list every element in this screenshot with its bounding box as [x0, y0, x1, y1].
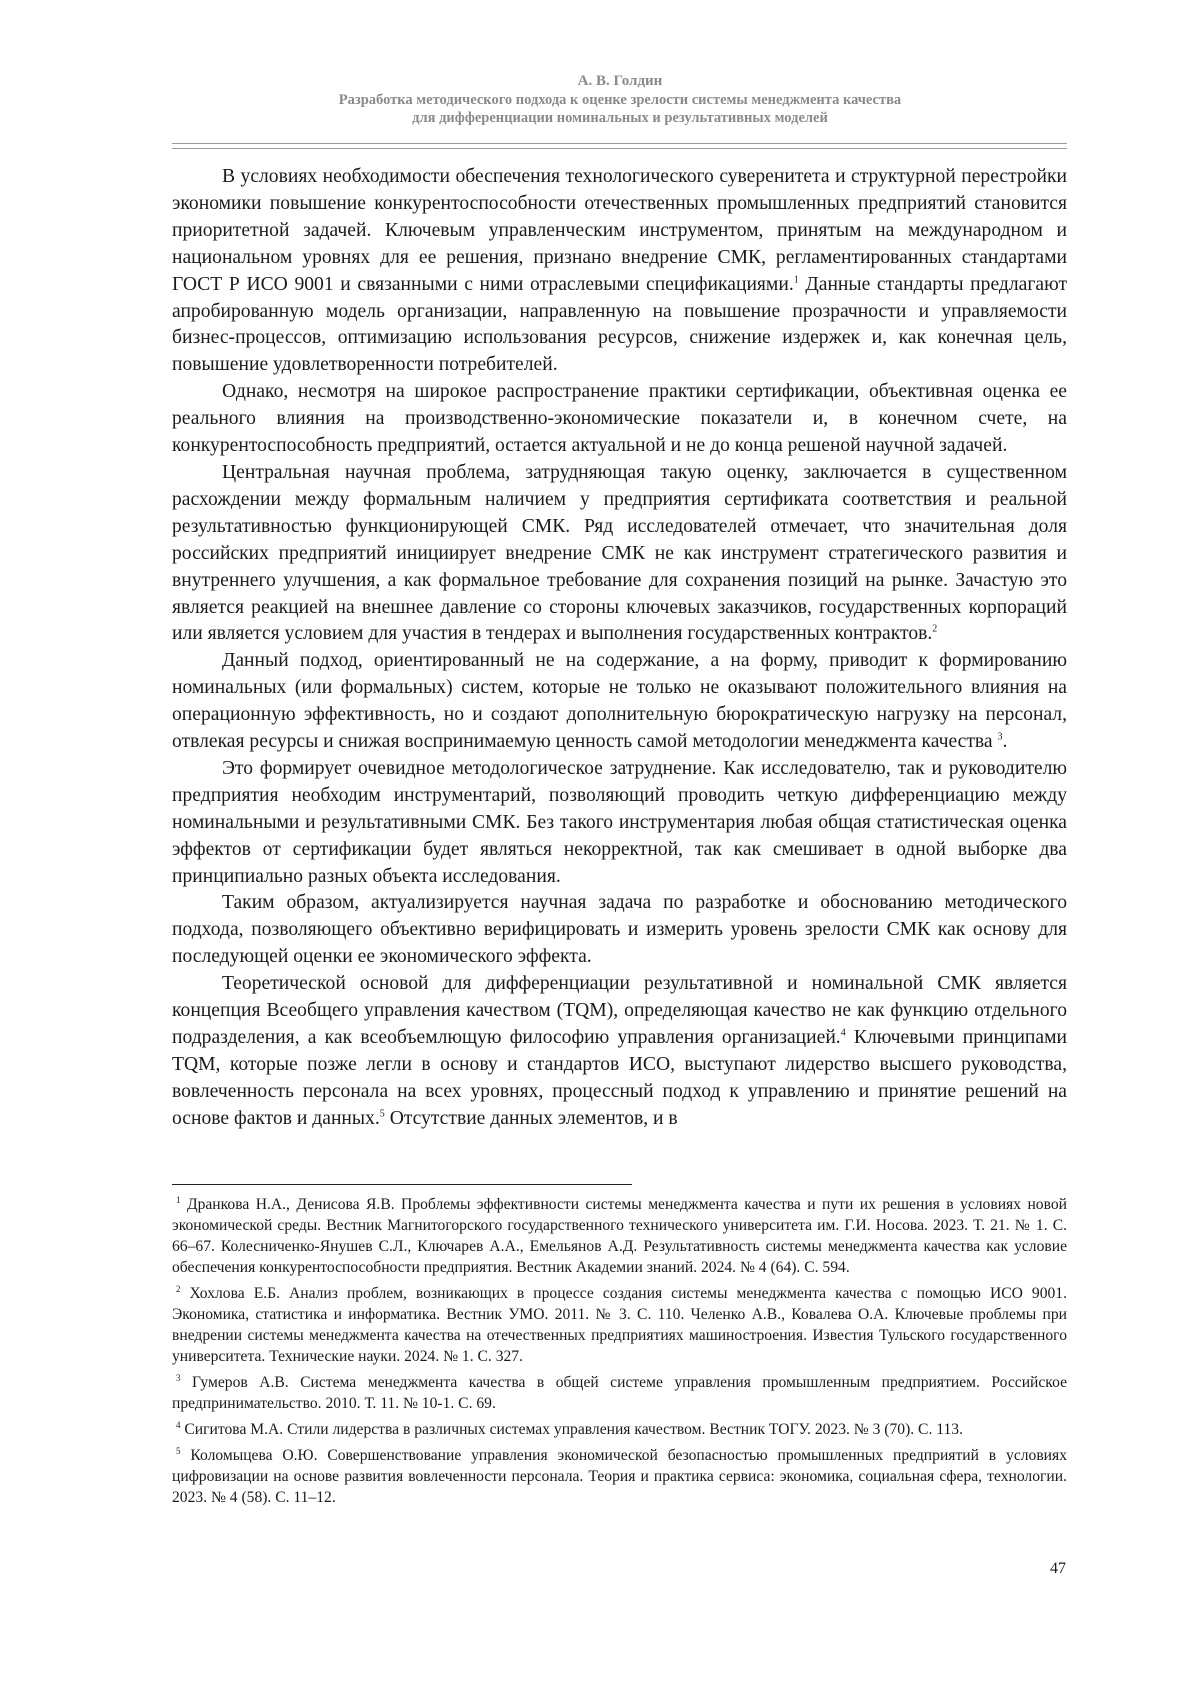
paragraph-6: Таким образом, актуализируется научная задача по разработке и обоснованию методического подхода, позволяющего объективно верифицировать и измерить уровень зрелости СМК как основу для последующей оценки ее экономического эффекта.	[172, 892, 1067, 968]
paragraph-2: Однако, несмотря на широкое распространение практики сертификации, объективная оценка ее реального влияния на производственно-экономические показатели и, в конечном счете, на конкурентоспособность предприятий, остается актуальной и не до конца решеной научной задачей.	[172, 381, 1067, 457]
paragraph-4: Данный подход, ориентированный не на содержание, а на форму, приводит к формированию номинальных (или формальных) систем, которые не только не оказывают положительного влияния на операционную эффективность, но и создают дополнительную бюрократическую нагрузку на персонал, отвлекая ресурсы и снижая воспринимаемую ценность самой методологии менеджмента качества $^3$.	[172, 650, 1067, 753]
header-title-line-2: для дифференциации номинальных и результативных моделей	[412, 110, 828, 126]
footnote-ref-2[interactable]: 2	[932, 623, 938, 635]
paragraph-7: Теоретической основой для дифференциации результативной и номинальной СМК является концепция Всеобщего управления качеством (TQM), определяющая качество не как функцию отдельного подразделения, а как всеобъемлющую философию управления организацией.$^4$ Ключевыми принципами TQM, которые позже легли в основу и стандартов ИСО, выступают лидерство высшего руководства, вовлеченность персонала на всех уровнях, процессный подход к управлению и принятие решений на основе фактов и данных.$^5$ Отсутствие данных элементов, и в	[172, 973, 1067, 1129]
footnote-ref-5[interactable]: 5	[379, 1108, 385, 1120]
footnote-5: $^5$ Коломыцева О.Ю. Совершенствование управления экономической безопасностью промышленных предприятий в условиях цифровизации на основе развития вовлеченности персонала. Теория и практика сервиса: экономика, социальная сфера, технологии. 2023. № 4 (58). С. 11–12.	[172, 1445, 1067, 1506]
page-number: 47	[1050, 1560, 1066, 1577]
footnote-ref-3[interactable]: 3	[997, 731, 1003, 743]
paragraph-5: Это формирует очевидное методологическое затруднение. Как исследователю, так и руководителю предприятия необходим инструментарий, позволяющий проводить четкую дифференциацию между номинальными и результативными СМК. Без такого инструментария любая общая статистическая оценка эффектов от сертификации будет являться некорректной, так как смешивает в одной выборке два принципиально разных объекта исследования.	[172, 757, 1067, 887]
header-double-rule	[172, 143, 1067, 149]
footnote-1: $^1$ Дранкова Н.А., Денисова Я.В. Проблемы эффективности системы менеджмента качества и пути их решения в условиях новой экономической среды. Вестник Магнитогорского государственного технического университета им. Г.И. Носова. 2023. Т. 21. № 1. С. 66–67. Колесниченко-Янушев С.Л., Ключарев А.А., Емельянов А.Д. Результативность системы менеджмента качества как условие обеспечения конкурентоспособности предприятия. Вестник Академии знаний. 2024. № 4 (64). С. 594.	[172, 1194, 1067, 1276]
footnote-ref-4[interactable]: 4	[840, 1027, 846, 1039]
footnote-2: $^2$ Хохлова Е.Б. Анализ проблем, возникающих в процессе создания системы менеджмента качества с помощью ИСО 9001. Экономика, статистика и информатика. Вестник УМО. 2011. № 3. С. 110. Челенко А.В., Ковалева О.А. Ключевые проблемы при внедрении системы менеджмента качества на отечественных предприятиях машиностроения. Известия Тульского государственного университета. Технические науки. 2024. № 1. С. 327.	[172, 1283, 1067, 1365]
paragraph-3: Центральная научная проблема, затрудняющая такую оценку, заключается в существенном расхождении между формальным наличием у предприятия сертификата соответствия и реальной результативностью функционирующей СМК. Ряд исследователей отмечает, что значительная доля российских предприятий инициирует внедрение СМК не как инструмент стратегического развития и внутреннего улучшения, а как формальное требование для сохранения позиций на рынке. Зачастую это является реакцией на внешнее давление со стороны ключевых заказчиков, государственных корпораций или является условием для участия в тендерах и выполнения государственных контрактов.$^2$	[172, 461, 1067, 645]
footnote-3: $^3$ Гумеров А.В. Система менеджмента качества в общей системе управления промышленным предприятием. Российское предпринимательство. 2010. Т. 11. № 10-1. С. 69.	[172, 1372, 1068, 1412]
footnote-4: $^4$ Сигитова М.А. Стили лидерства в различных системах управления качеством. Вестник ТОГУ. 2023. № 3 (70). С. 113.	[176, 1419, 963, 1438]
main-text	[172, 164, 1067, 1133]
running-header	[170, 72, 1070, 127]
footnote-separator	[172, 1184, 632, 1185]
paragraph-1: В условиях необходимости обеспечения технологического суверенитета и структурной перестройки экономики повышение конкурентоспособности отечественных промышленных предприятий становится приоритетной задачей. Ключевым управленческим инструментом, принятым на международном и национальном уровнях для ее решения, признано внедрение СМК, регламентированных стандартами ГОСТ Р ИСО 9001 и связанными с ними отраслевыми спецификациями.$^1$ Данные стандарты предлагают апробированную модель организации, направленную на повышение прозрачности и управляемости бизнес-процессов, оптимизацию использования ресурсов, снижение издержек и, как конечная цель, повышение удовлетворенности потребителей.	[172, 166, 1068, 376]
footnotes	[172, 1194, 1067, 1513]
header-author: А. В. Голдин	[577, 73, 663, 89]
header-title-line-1: Разработка методического подхода к оценке зрелости системы менеджмента качества	[338, 92, 902, 108]
footnote-ref-1[interactable]: 1	[793, 274, 799, 286]
